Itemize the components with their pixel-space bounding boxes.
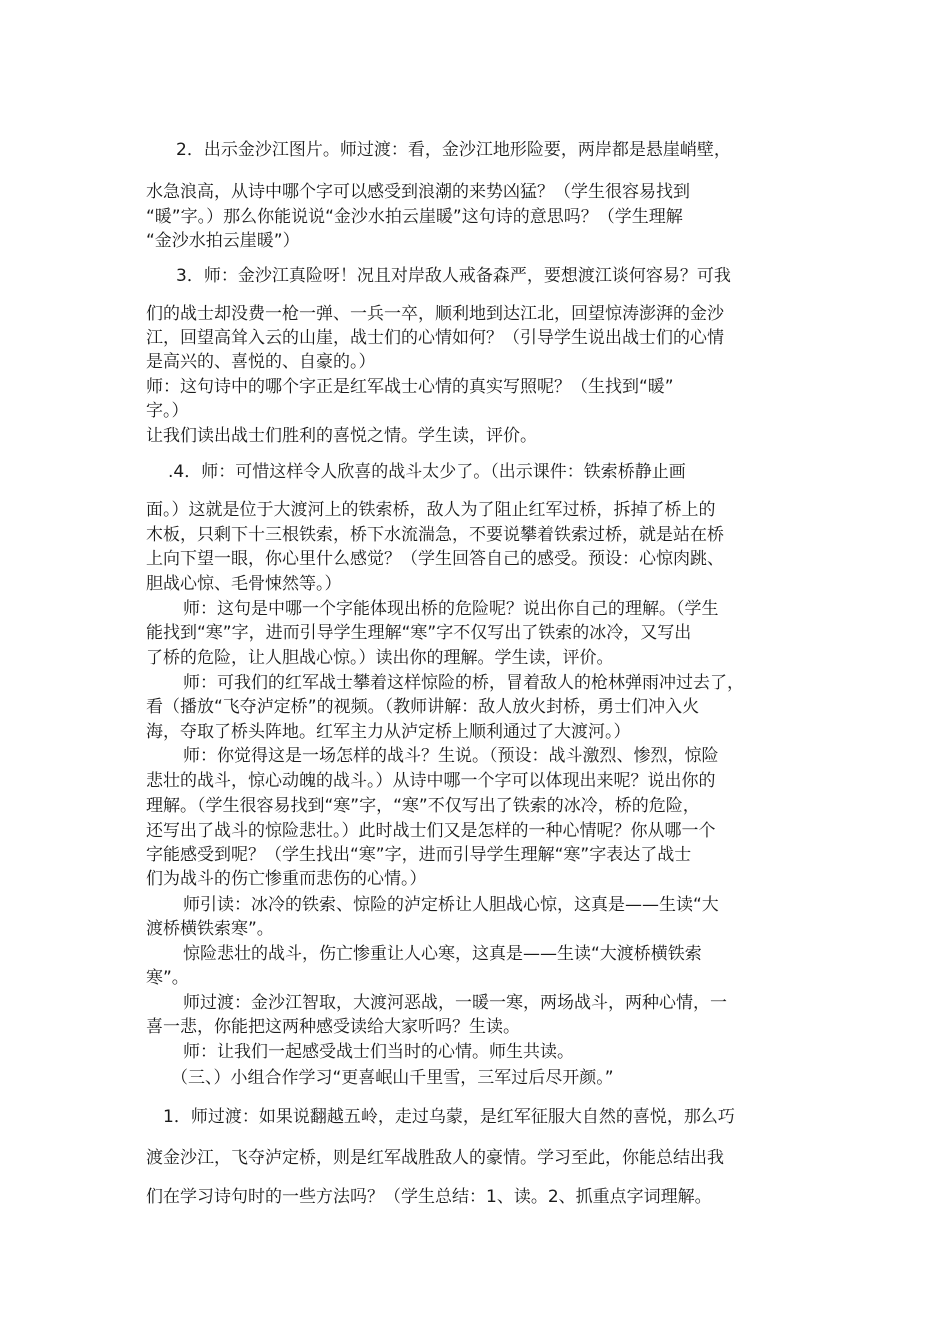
- text-line: 是高兴的、喜悦的、自豪的。）: [146, 352, 376, 372]
- text-line: 江，回望高耸入云的山崖，战士们的心情如何？（引导学生说出战士们的心情: [146, 328, 724, 348]
- text-line: 师：让我们一起感受战士们当时的心情。师生共读。: [183, 1042, 574, 1062]
- text-line: 寒”。: [146, 968, 189, 988]
- text-line: 师：这句诗中的哪个字正是红军战士心情的真实写照呢？（生找到“暖”: [146, 377, 674, 397]
- text-line: 2．出示金沙江图片。师过渡：看，金沙江地形险要，两岸都是悬崖峭壁，: [176, 140, 731, 160]
- text-line: 师引读：冰冷的铁索、惊险的泸定桥让人胆战心惊，这真是——生读“大: [183, 895, 719, 915]
- text-line: 们为战斗的伤亡惨重而悲伤的心情。）: [146, 869, 427, 889]
- text-line: 面。）这就是位于大渡河上的铁索桥，敌人为了阻止红军过桥，拆掉了桥上的: [146, 500, 716, 520]
- text-line: 师：可我们的红军战士攀着这样惊险的桥，冒着敌人的枪林弹雨冲过去了，: [183, 673, 744, 693]
- text-line: 渡桥横铁索寒”。: [146, 919, 274, 939]
- text-line: 师：你觉得这是一场怎样的战斗？生说。（预设：战斗激烈、惨烈，惊险: [183, 746, 719, 766]
- text-line: 1．师过渡：如果说翻越五岭，走过乌蒙，是红军征服大自然的喜悦，那么巧: [163, 1107, 735, 1127]
- text-line: 水急浪高，从诗中哪个字可以感受到浪潮的来势凶猛？（学生很容易找到: [146, 182, 690, 202]
- text-line: 喜一悲，你能把这两种感受读给大家听吗？生读。: [146, 1017, 520, 1037]
- text-line: 了桥的危险，让人胆战心惊。）读出你的理解。学生读，评价。: [146, 648, 614, 668]
- text-line: 还写出了战斗的惊险悲壮。）此时战士们又是怎样的一种心情呢？你从哪一个: [146, 821, 716, 841]
- text-line: 理解。（学生很容易找到“寒”字，“寒”不仅写出了铁索的冰冷，桥的危险，: [146, 796, 700, 816]
- text-line: 惊险悲壮的战斗，伤亡惨重让人心寒，这真是——生读“大渡桥横铁索: [183, 944, 702, 964]
- text-line: .4．师：可惜这样令人欣喜的战斗太少了。（出示课件：铁索桥静止画: [168, 462, 686, 482]
- text-line: 海，夺取了桥头阵地。红军主力从泸定桥上顺利通过了大渡河。）: [146, 722, 631, 742]
- text-line: 能找到“寒”字，进而引导学生理解“寒”字不仅写出了铁索的冰冷，又写出: [146, 623, 692, 643]
- text-line: “暖”字。）那么你能说说“金沙水拍云崖暖”这句诗的意思吗？（学生理解: [146, 207, 683, 227]
- text-line: 胆战心惊、毛骨悚然等。）: [146, 574, 342, 594]
- text-line: 木板，只剩下十三根铁索，桥下水流湍急，不要说攀着铁索过桥，就是站在桥: [146, 525, 724, 545]
- text-line: 们在学习诗句时的一些方法吗？（学生总结：1、读。2、抓重点字词理解。: [146, 1187, 712, 1207]
- text-line: “金沙水拍云崖暖”）: [146, 231, 300, 251]
- text-line: 字能感受到呢？（学生找出“寒”字，进而引导学生理解“寒”字表达了战士: [146, 845, 692, 865]
- text-line: 们的战士却没费一枪一弹、一兵一卒，顺利地到达江北，回望惊涛澎湃的金沙: [146, 304, 724, 324]
- text-line: 看（播放“飞夺泸定桥”的视频。（教师讲解：敌人放火封桥，勇士们冲入火: [146, 697, 700, 717]
- text-line: 师过渡：金沙江智取，大渡河恶战，一暖一寒，两场战斗，两种心情，一: [183, 993, 727, 1013]
- text-line: 渡金沙江，飞夺泸定桥，则是红军战胜敌人的豪情。学习至此，你能总结出我: [146, 1148, 724, 1168]
- section-heading: （三、）小组合作学习“更喜岷山千里雪，三军过后尽开颜。”: [171, 1068, 614, 1088]
- text-line: 上向下望一眼，你心里什么感觉？（学生回答自己的感受。预设：心惊肉跳、: [146, 549, 724, 569]
- text-line: 悲壮的战斗，惊心动魄的战斗。）从诗中哪一个字可以体现出来呢？说出你的: [146, 771, 716, 791]
- text-line: 3．师：金沙江真险呀！况且对岸敌人戒备森严，要想渡江谈何容易？可我: [176, 266, 731, 286]
- text-line: 字。）: [146, 401, 189, 421]
- text-line: 师：这句是中哪一个字能体现出桥的危险呢？说出你自己的理解。（学生: [183, 599, 719, 619]
- text-line: 让我们读出战士们胜利的喜悦之情。学生读，评价。: [146, 426, 537, 446]
